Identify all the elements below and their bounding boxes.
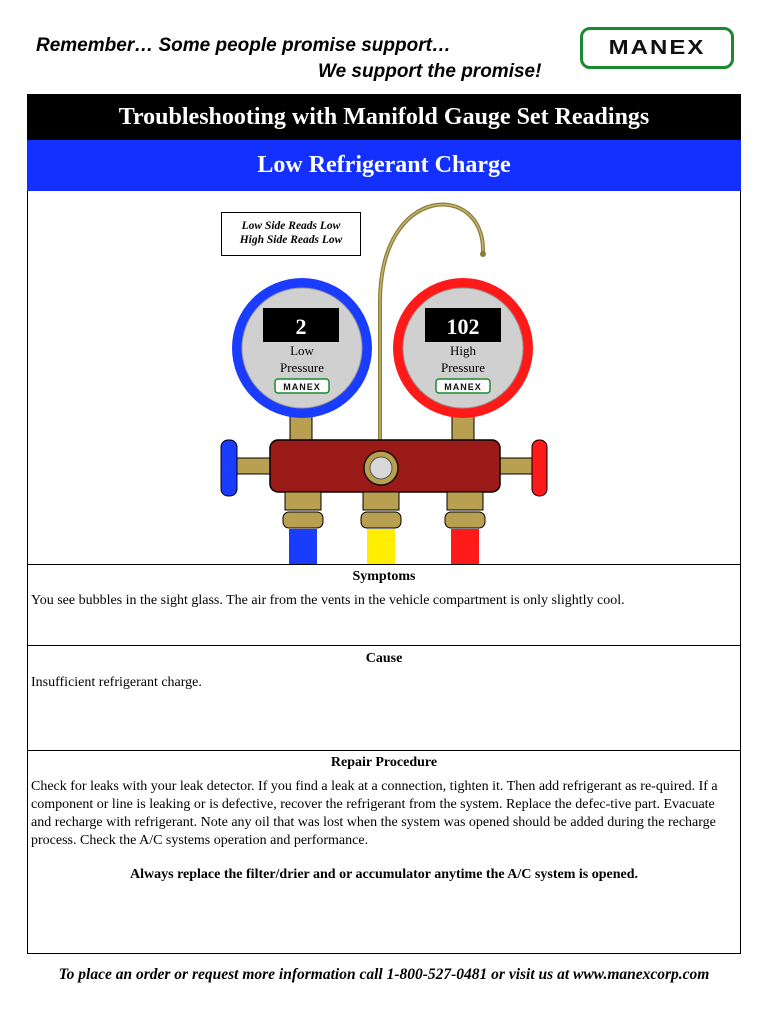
- page-title: Troubleshooting with Manifold Gauge Set Readings: [27, 94, 741, 140]
- high-gauge-value: 102: [446, 314, 480, 339]
- low-side-hose: [289, 529, 317, 564]
- tagline-line-1: Remember… Some people promise support…: [36, 35, 451, 56]
- low-gauge-logo: MANEX: [283, 382, 321, 392]
- high-gauge-label-1: High: [450, 343, 476, 358]
- high-side-knob: [532, 440, 547, 496]
- cause-heading: Cause: [365, 651, 403, 666]
- logo-text: MANEX: [608, 36, 706, 60]
- low-side-stem: [235, 458, 271, 474]
- page-subtitle: Low Refrigerant Charge: [27, 140, 741, 191]
- high-pressure-gauge: [393, 278, 533, 418]
- low-gauge-label-2: Pressure: [279, 360, 325, 375]
- note-line-1: Low Side Reads Low: [241, 220, 341, 232]
- divider: [27, 564, 741, 565]
- high-side-stem: [499, 458, 535, 474]
- note-line-2: High Side Reads Low: [239, 234, 343, 246]
- high-side-hose: [451, 529, 479, 564]
- center-fitting: [361, 492, 401, 528]
- low-gauge-value: 2: [295, 314, 307, 339]
- high-gauge-label-2: Pressure: [440, 360, 486, 375]
- manex-logo: [580, 27, 734, 69]
- low-side-fitting: [283, 492, 323, 528]
- symptoms-body: You see bubbles in the sight glass. The air from the vents in the vehicle compartment is only slightly cool.: [31, 593, 625, 608]
- high-side-fitting: [445, 492, 485, 528]
- repair-heading: Repair Procedure: [330, 755, 438, 770]
- low-pressure-gauge: [232, 278, 372, 418]
- divider: [27, 645, 741, 646]
- high-gauge-logo: MANEX: [444, 382, 482, 392]
- low-side-knob: [221, 440, 237, 496]
- repair-body: Check for leaks with your leak detector. If you find a leak at a connection, tighten it. Then add refrigerant as re-quired. If a component or line is leaking or is defective, recover the refrigerant from the system. Replace the defec-tive part. Evacuate and recharge with refrigerant. Note any oil that was lost when the system was opened should be added during the recharge process. Check the A/C systems operation and performance.: [31, 779, 718, 848]
- tagline-line-2: We support the promise!: [318, 61, 542, 82]
- low-gauge-connector: [290, 414, 312, 442]
- repair-warning: Always replace the filter/drier and or accumulator anytime the A/C system is opened.: [130, 867, 638, 882]
- reading-note: [221, 212, 361, 256]
- symptoms-heading: Symptoms: [352, 569, 416, 584]
- high-gauge-connector: [452, 414, 474, 442]
- divider: [27, 750, 741, 751]
- footer-contact: To place an order or request more information call 1-800-527-0481 or visit us at www.manexcorp.com: [58, 966, 710, 983]
- low-gauge-label-1: Low: [290, 343, 314, 358]
- cause-body: Insufficient refrigerant charge.: [31, 675, 202, 690]
- center-hose: [367, 529, 395, 564]
